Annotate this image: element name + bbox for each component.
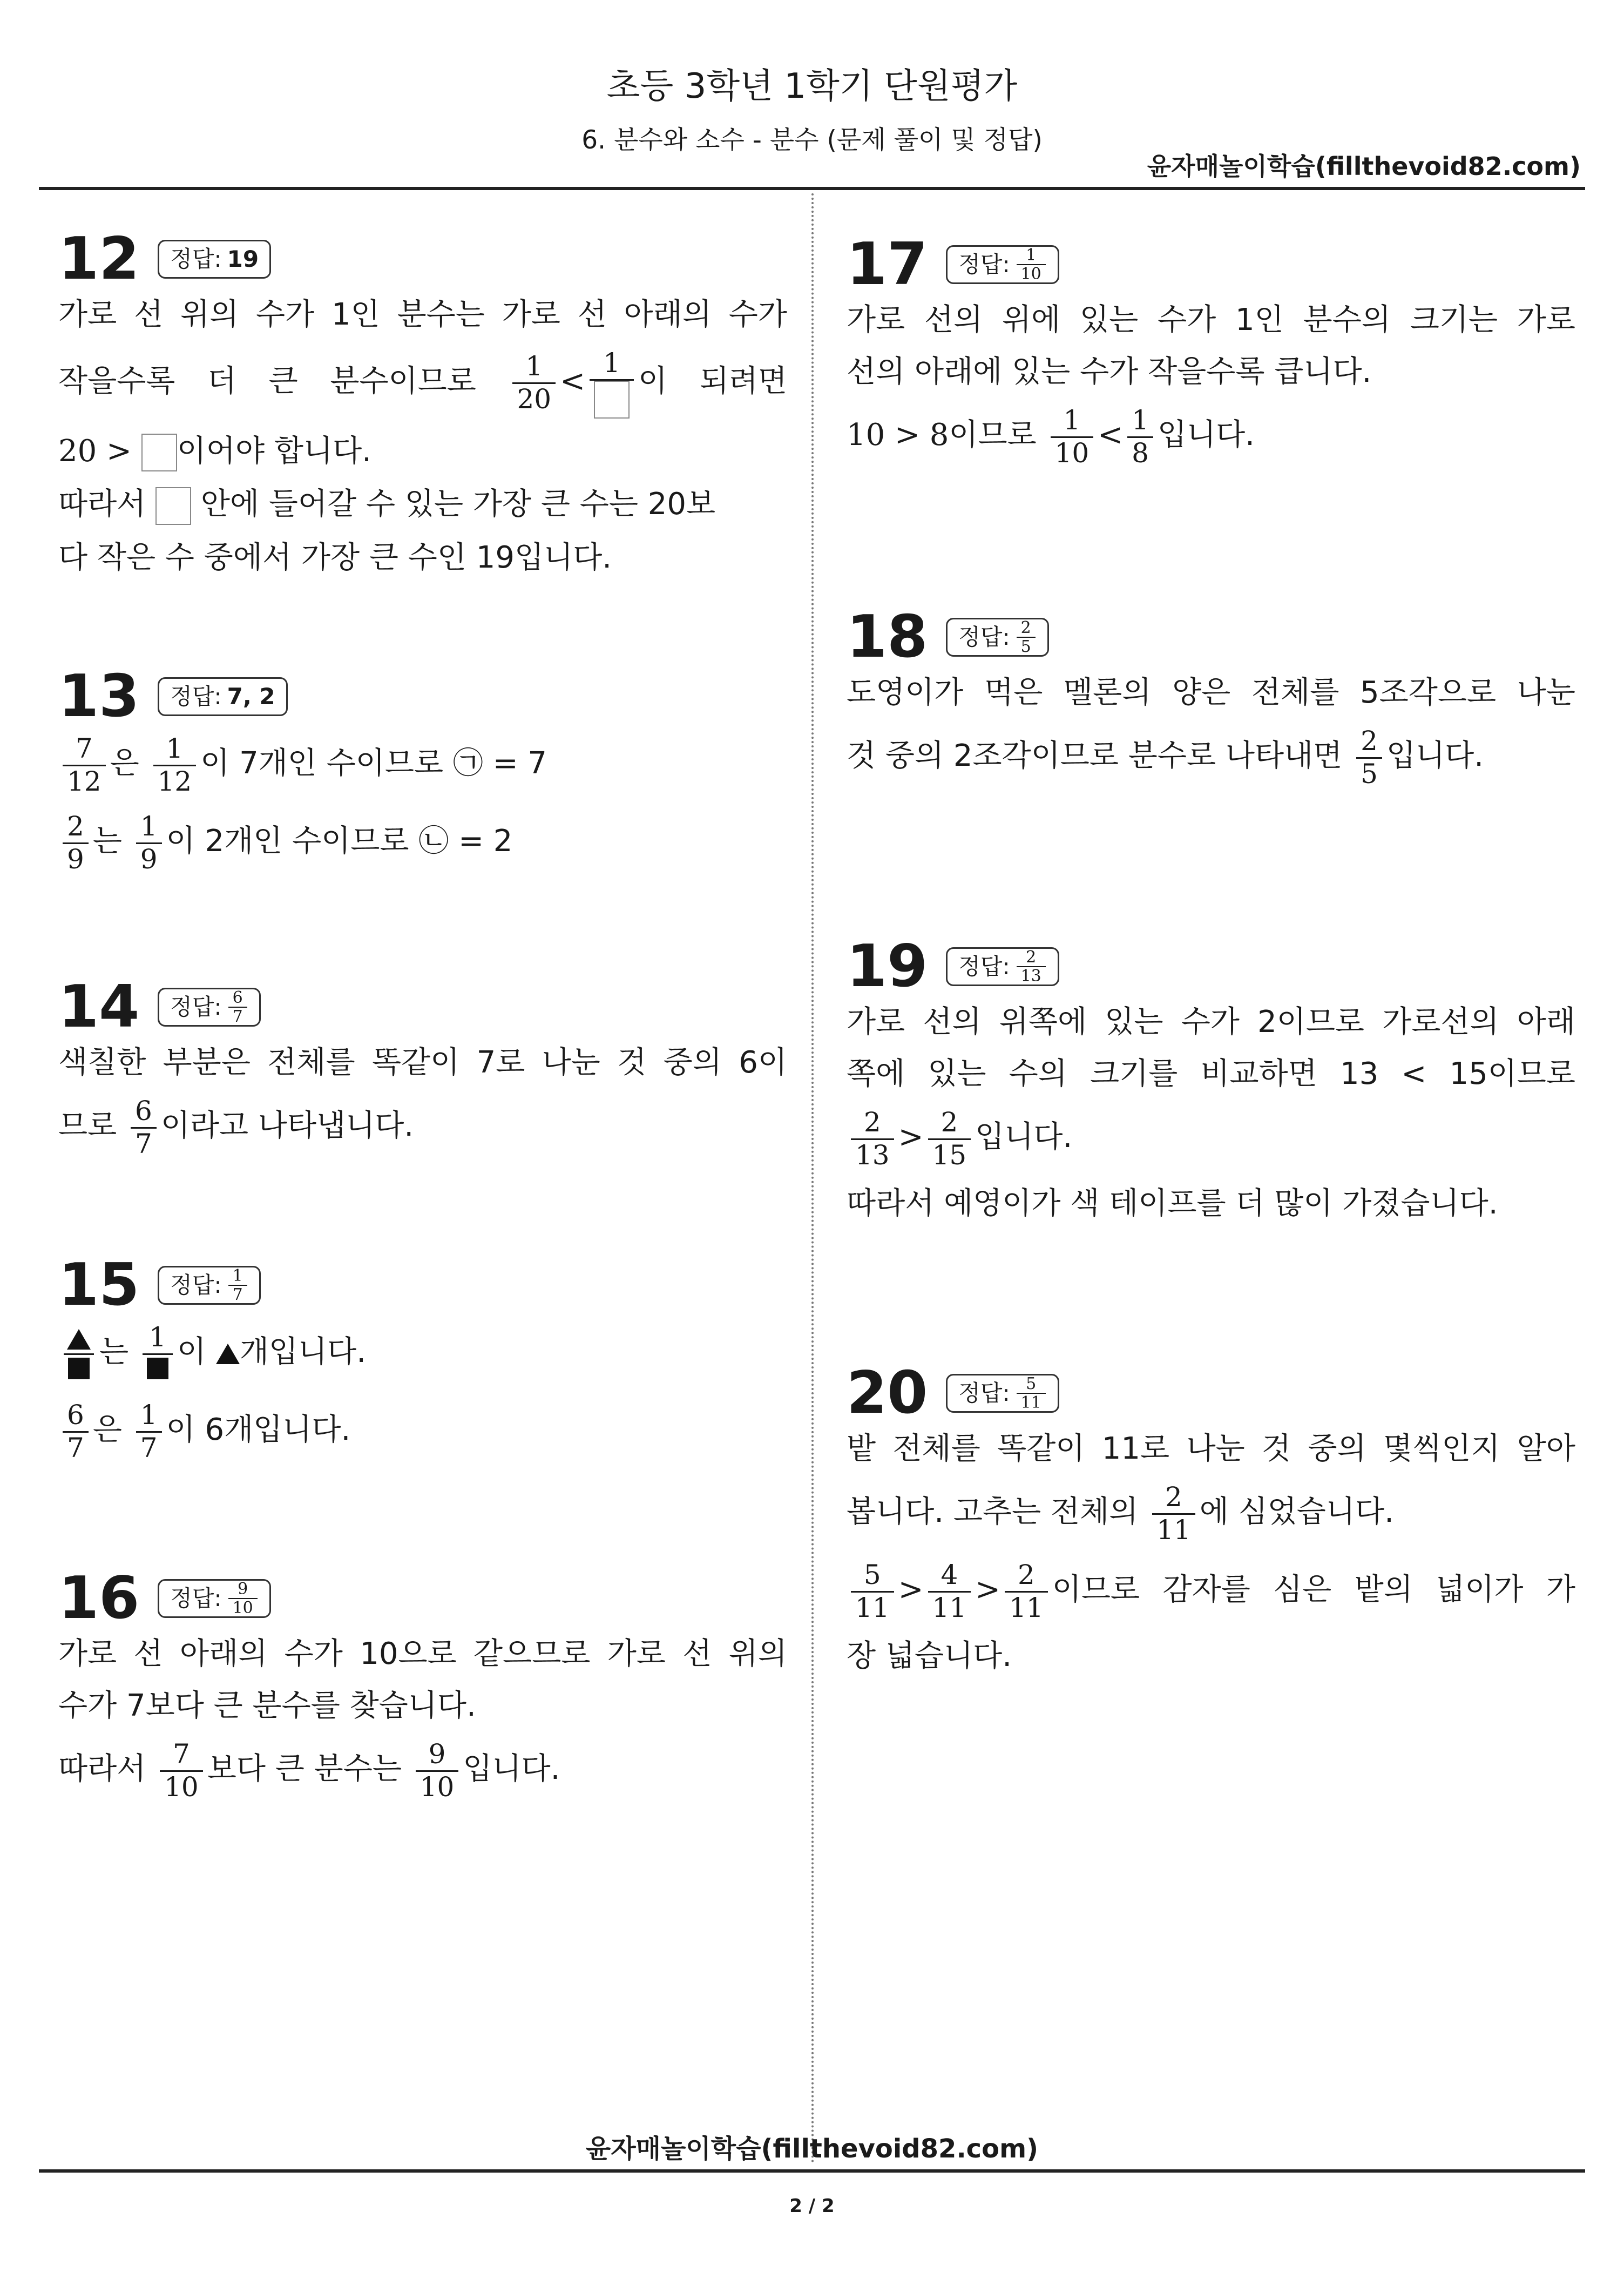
solution-line: 선의 아래에 있는 수가 작을수록 큽니다.: [847, 354, 1372, 389]
answer-label: 정답:: [958, 1379, 1010, 1406]
question-13: [58, 664, 787, 889]
solution: [58, 1322, 787, 1464]
question-number: 19: [847, 933, 928, 1000]
answer-fraction: $\frac{1}{7}$: [228, 1267, 247, 1304]
solution: [847, 1003, 1575, 1223]
solution-line: 것 중의 2조각이므로 분수로 나타내면 $\frac{2}{5}$ 입니다.: [847, 725, 1484, 790]
solution-line: 는 1 이 개입니다.: [58, 1322, 787, 1386]
answer-badge: [158, 1266, 260, 1305]
solution-line: 20 > 이어야 합니다.: [58, 433, 787, 472]
triangle-icon: [67, 1329, 91, 1350]
fraction: $\frac{1}{7}$: [136, 1400, 162, 1464]
solution: [58, 1044, 787, 1159]
solution-line: 가로 선 위의 수가 1인 분수는 가로 선 아래의 수가: [58, 297, 787, 332]
question-12: [58, 227, 787, 591]
solution-line: 10 > 8이므로 $\frac{1}{10}$ < $\frac{1}{8}$ 입니다.: [847, 404, 1255, 469]
question-14: [58, 975, 787, 1174]
blank-box: [141, 434, 177, 471]
question-number: 18: [847, 603, 928, 671]
solution-line: 가로 선의 위쪽에 있는 수가 2이므로 가로선의 아래: [847, 1004, 1575, 1040]
solution-line: 쪽에 있는 수의 크기를 비교하면 13 < 15이므로: [847, 1056, 1575, 1091]
solution: [58, 1635, 787, 1803]
fraction: $\frac{7}{12}$: [63, 733, 106, 797]
solution: [847, 301, 1575, 469]
site-name-header: 윤자매놀이학습(fillthevoid82.com): [1147, 152, 1581, 181]
column-divider: [811, 193, 814, 2164]
solution-line: 가로 선 아래의 수가 10으로 같으므로 가로 선 위의: [58, 1636, 787, 1671]
blank-box: [155, 487, 191, 525]
site-name-footer: 윤자매놀이학습(fillthevoid82.com): [585, 2134, 1039, 2164]
fraction: $\frac{1}{10}$: [1051, 405, 1094, 469]
fraction: $\frac{1}{8}$: [1127, 405, 1153, 469]
question-number: 12: [58, 225, 140, 293]
solution-line: 므로 $\frac{6}{7}$ 이라고 나타냅니다.: [58, 1095, 414, 1159]
answer-fraction: $\frac{2}{13}$: [1017, 948, 1046, 985]
answer-badge: [946, 1374, 1059, 1413]
fraction: $\frac{1}{20}$: [512, 351, 556, 415]
fraction: $\frac{2}{9}$: [63, 811, 89, 875]
result-text: ㉠ = 7: [452, 746, 547, 781]
page-number: 2 / 2: [789, 2195, 835, 2217]
answer-label: 정답:: [170, 993, 222, 1020]
triangle-icon: [216, 1344, 240, 1364]
solution-line: 수가 7보다 큰 분수를 찾습니다.: [58, 1688, 476, 1723]
solution-line: 따라서 $\frac{7}{10}$ 보다 큰 분수는 $\frac{9}{10}$ 입니다.: [58, 1738, 560, 1803]
answer-label: 정답:: [170, 683, 222, 710]
solution-line: 색칠한 부분은 전체를 똑같이 7로 나눈 것 중의 6이: [58, 1045, 787, 1080]
answer-value: 19: [227, 245, 259, 272]
fraction: $\frac{1}{9}$: [136, 811, 162, 875]
solution-line: 따라서 예영이가 색 테이프를 더 많이 가졌습니다.: [847, 1186, 1498, 1221]
solution-line: $\frac{2}{13}$ > $\frac{2}{15}$ 입니다.: [847, 1107, 1575, 1171]
answer-badge: [946, 947, 1059, 986]
fraction: $\frac{2}{5}$: [1356, 726, 1382, 790]
square-icon: [147, 1358, 168, 1379]
answer-label: 정답:: [170, 1584, 222, 1611]
solution: [847, 1430, 1575, 1675]
solution-line: $\frac{2}{9}$ 는 $\frac{1}{9}$ 이 2개인 수이므로 ㉡ = 2: [58, 811, 787, 875]
answer-fraction: $\frac{9}{10}$: [228, 1580, 258, 1617]
answer-label: 정답:: [958, 953, 1010, 980]
page-title: 초등 3학년 1학기 단원평가: [606, 66, 1018, 106]
fraction: $\frac{2}{11}$: [1152, 1482, 1195, 1546]
fraction: $\frac{6}{7}$: [63, 1400, 89, 1464]
fraction: $\frac{2}{13}$: [851, 1107, 894, 1171]
fraction: $\frac{5}{11}$: [851, 1560, 894, 1623]
question-number: 14: [58, 973, 140, 1041]
solution-line: 봅니다. 고추는 전체의 $\frac{2}{11}$ 에 심었습니다.: [847, 1481, 1394, 1546]
result-text: ㉡ = 2: [418, 824, 513, 859]
answer-badge: [946, 618, 1048, 657]
answer-label: 정답:: [170, 245, 222, 272]
fraction: $\frac{1}{12}$: [153, 733, 197, 797]
fraction: 1: [143, 1322, 173, 1386]
question-number: 16: [58, 1565, 140, 1632]
square-icon: [68, 1358, 90, 1379]
solution-line: 작을수록 더 큰 분수이므로 $\frac{1}{20}$ < 1 이 되려면: [58, 348, 787, 419]
answer-fraction: $\frac{5}{11}$: [1017, 1375, 1046, 1412]
fraction: $\frac{2}{11}$: [1005, 1560, 1048, 1623]
question-15: [58, 1253, 787, 1478]
fraction: $\frac{7}{10}$: [160, 1739, 203, 1803]
question-number: 20: [847, 1359, 928, 1427]
solution-line: 가로 선의 위에 있는 수가 1인 분수의 크기는 가로: [847, 302, 1575, 338]
answer-badge: [946, 245, 1059, 284]
answer-badge: [158, 1579, 270, 1618]
header-rule: [39, 187, 1585, 190]
answer-badge: [158, 677, 287, 716]
solution-line: 장 넓습니다.: [847, 1638, 1012, 1674]
footer-rule: [39, 2169, 1585, 2173]
fraction: $\frac{6}{7}$: [131, 1096, 157, 1159]
question-16: [58, 1566, 787, 1817]
answer-value: 7, 2: [227, 683, 275, 710]
question-number: 13: [58, 663, 140, 730]
fraction: $\frac{4}{11}$: [928, 1560, 971, 1623]
question-number: 17: [847, 231, 928, 298]
solution-line: $\frac{7}{12}$ 은 $\frac{1}{12}$ 이 7개인 수이므로 ㉠ = 7: [58, 733, 787, 797]
fraction: $\frac{2}{15}$: [928, 1107, 971, 1171]
question-number: 15: [58, 1251, 140, 1319]
answer-label: 정답:: [958, 251, 1010, 278]
question-20: [847, 1361, 1575, 1689]
fraction: $\frac{9}{10}$: [416, 1739, 459, 1803]
question-19: [847, 934, 1575, 1237]
solution-line: 다 작은 수 중에서 가장 큰 수인 19입니다.: [58, 540, 612, 576]
solution-line: $\frac{5}{11}$ > $\frac{4}{11}$ > $\frac{2}{11}$ 이므로 감자를 심은 밭의 넓이가 가: [847, 1560, 1575, 1623]
solution-line: 도영이가 먹은 멜론의 양은 전체를 5조각으로 나눈: [847, 675, 1575, 710]
answer-fraction: $\frac{1}{10}$: [1017, 246, 1046, 283]
question-18: [847, 605, 1575, 804]
solution: [847, 674, 1575, 790]
solution: [58, 733, 787, 875]
solution: [58, 296, 787, 577]
answer-fraction: $\frac{2}{5}$: [1017, 619, 1036, 656]
answer-label: 정답:: [170, 1271, 222, 1298]
answer-badge: [158, 988, 260, 1027]
solution-line: $\frac{6}{7}$ 은 $\frac{1}{7}$ 이 6개입니다.: [58, 1400, 787, 1464]
answer-badge: [158, 240, 271, 279]
fraction: 1: [590, 348, 634, 419]
blank-box: [594, 381, 630, 419]
solution-line: 밭 전체를 똑같이 11로 나눈 것 중의 몇씩인지 알아: [847, 1431, 1575, 1466]
page-subtitle: 6. 분수와 소수 - 분수 (문제 풀이 및 정답): [581, 125, 1043, 155]
shape-fraction: [63, 1322, 95, 1386]
question-17: [847, 232, 1575, 483]
solution-line: 따라서 안에 들어갈 수 있는 가장 큰 수는 20보: [58, 485, 787, 525]
answer-fraction: $\frac{6}{7}$: [228, 989, 247, 1026]
answer-label: 정답:: [958, 623, 1010, 650]
